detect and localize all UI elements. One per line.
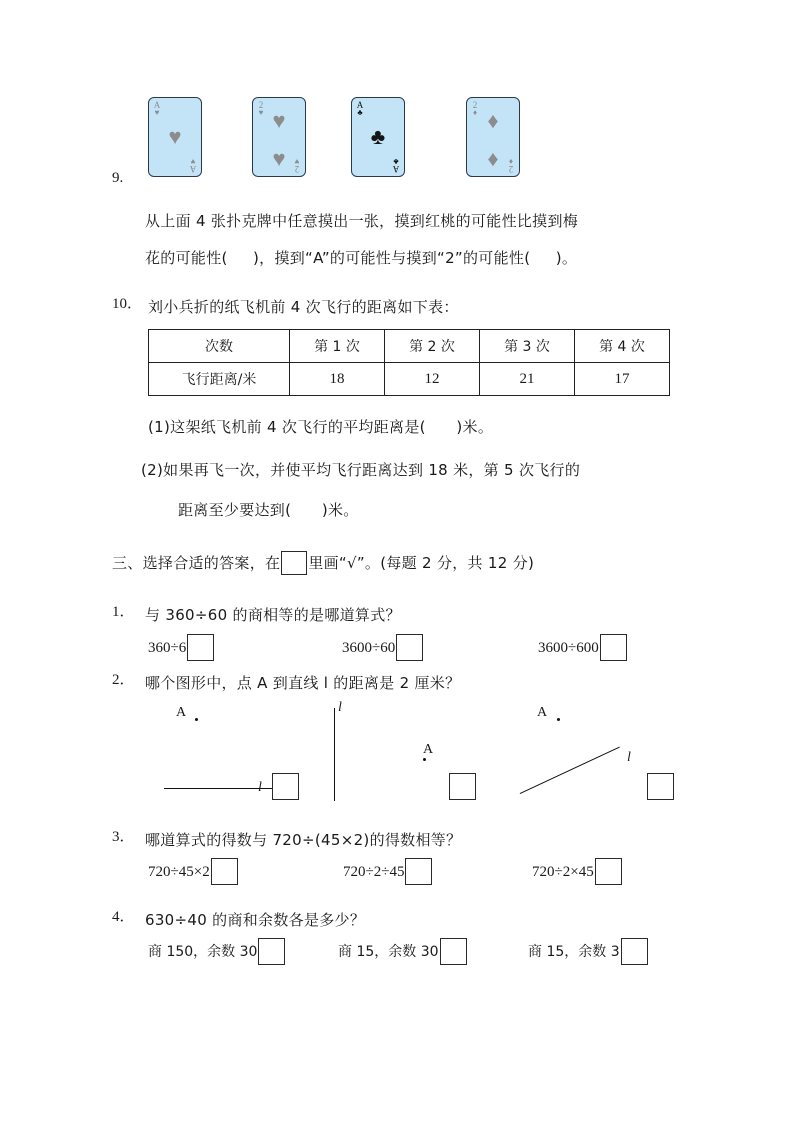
table-header-trial-3: 第 3 次 [480, 330, 575, 363]
section-3-example-box [281, 551, 307, 575]
choice-question-4-option-3-checkbox[interactable] [621, 938, 648, 965]
section-3-heading-prefix: 三、选择合适的答案，在 [112, 554, 281, 572]
playing-card-two-diamonds [466, 97, 520, 177]
figure-1-line-label: l [258, 780, 262, 795]
flight-distance-table [148, 329, 670, 396]
choice-question-3-option-2[interactable] [343, 858, 432, 885]
choice-question-3-option-3-checkbox[interactable] [595, 858, 622, 885]
club-icon: ♣ [370, 124, 386, 149]
figure-3-point-dot [557, 718, 560, 721]
figure-2-point-label: A [423, 742, 434, 757]
question-10-stem: 刘小兵折的纸飞机前 4 次飞行的距离如下表： [148, 298, 459, 316]
card-corner-bottom-right [188, 157, 198, 173]
figure-1-point-label: A [176, 705, 187, 720]
figure-1-line [164, 788, 286, 789]
card-rank: A [189, 164, 197, 174]
heart-icon: ♥ [294, 157, 300, 166]
choice-question-3-option-1-label: 720÷45×2 [148, 864, 210, 880]
choice-question-4-option-2-label: 商 15，余数 30 [338, 944, 439, 960]
table-header-trial-2: 第 2 次 [385, 330, 480, 363]
choice-question-4-option-2[interactable] [338, 938, 467, 965]
figure-2-line [334, 708, 335, 801]
choice-question-2-figure-2[interactable] [330, 700, 520, 810]
table-cell-distance-3: 21 [480, 363, 575, 396]
choice-question-1-option-2-checkbox[interactable] [396, 634, 423, 661]
playing-card-ace-hearts [148, 97, 202, 177]
choice-question-2-figure-1[interactable] [150, 700, 330, 810]
table-cell-distance-2: 12 [385, 363, 480, 396]
figure-2-point-dot [423, 758, 426, 761]
heart-icon: ♥ [154, 108, 160, 117]
choice-question-2-option-1-checkbox[interactable] [272, 773, 299, 800]
choice-question-3-option-2-label: 720÷2÷45 [343, 864, 405, 880]
choice-question-4-option-2-checkbox[interactable] [440, 938, 467, 965]
diamond-icon: ♦ [487, 146, 499, 171]
section-3-heading [112, 548, 534, 578]
choice-question-1-option-1[interactable] [148, 634, 214, 661]
table-cell-distance-1: 18 [290, 363, 385, 396]
choice-question-4-stem: 630÷40 的商和余数各是多少？ [145, 911, 366, 929]
figure-3-line [520, 747, 620, 795]
table-row [149, 363, 670, 396]
card-rank: A [153, 100, 161, 110]
choice-question-2-figure-3[interactable] [510, 700, 690, 810]
choice-question-3-option-1-checkbox[interactable] [211, 858, 238, 885]
heart-icon: ♥ [168, 124, 182, 149]
card-rank: A [392, 164, 400, 174]
choice-question-3-option-1[interactable] [148, 858, 238, 885]
choice-question-2-number: 2． [112, 672, 135, 688]
choice-question-4-option-3-label: 商 15，余数 3 [528, 944, 620, 960]
club-icon: ♣ [393, 157, 399, 166]
card-rank: 2 [508, 164, 514, 174]
club-icon: ♣ [357, 108, 363, 117]
question-10-number: 10． [112, 296, 143, 312]
card-rank: A [356, 100, 364, 110]
card-corner-bottom-right [506, 157, 516, 173]
card-corner-top-left [152, 101, 162, 117]
card-rank: 2 [258, 100, 264, 110]
table-header-trial-4: 第 4 次 [575, 330, 670, 363]
choice-question-1-option-3[interactable] [538, 634, 627, 661]
playing-cards-row [148, 97, 688, 179]
choice-question-1-option-1-checkbox[interactable] [187, 634, 214, 661]
question-10-sub-2-line-2[interactable]: 距离至少要达到( )米。 [178, 501, 359, 519]
choice-question-4-number: 4． [112, 909, 135, 925]
question-10-sub-1[interactable]: (1)这架纸飞机前 4 次飞行的平均距离是( )米。 [148, 418, 494, 436]
choice-question-1-option-3-label: 3600÷600 [538, 640, 599, 656]
figure-2-line-label: l [338, 700, 342, 715]
card-rank: 2 [294, 164, 300, 174]
section-3-heading-suffix: 里画“√”。(每题 2 分，共 12 分) [308, 554, 535, 572]
choice-question-3-number: 3． [112, 829, 135, 845]
diamond-icon: ♦ [472, 108, 478, 117]
choice-question-1-option-2[interactable] [342, 634, 423, 661]
table-header-trial-1: 第 1 次 [290, 330, 385, 363]
figure-3-line-label: l [627, 750, 631, 765]
choice-question-3-option-3-label: 720÷2×45 [532, 864, 594, 880]
choice-question-1-option-1-label: 360÷6 [148, 640, 187, 656]
figure-1-point-dot [195, 718, 198, 721]
heart-icon: ♥ [272, 108, 286, 133]
choice-question-2-option-3-checkbox[interactable] [647, 773, 674, 800]
card-corner-bottom-right [391, 157, 401, 173]
choice-question-4-option-1[interactable] [148, 938, 285, 965]
choice-question-4-option-1-checkbox[interactable] [258, 938, 285, 965]
table-cell-distance-4: 17 [575, 363, 670, 396]
question-9-line-1: 从上面 4 张扑克牌中任意摸出一张，摸到红桃的可能性比摸到梅 [145, 212, 579, 230]
heart-icon: ♥ [272, 146, 286, 171]
choice-question-3-option-3[interactable] [532, 858, 622, 885]
table-header-distance: 飞行距离/米 [149, 363, 290, 396]
choice-question-3-option-2-checkbox[interactable] [405, 858, 432, 885]
table-row [149, 330, 670, 363]
choice-question-1-number: 1． [112, 604, 135, 620]
question-9-line-2-part-a: 花的可能性( [145, 249, 228, 267]
choice-question-3-stem: 哪道算式的得数与 720÷(45×2)的得数相等？ [145, 831, 462, 849]
choice-question-2-stem: 哪个图形中，点 A 到直线 l 的距离是 2 厘米？ [145, 674, 461, 692]
choice-question-1-option-3-checkbox[interactable] [600, 634, 627, 661]
diamond-icon: ♦ [508, 157, 514, 166]
choice-question-2-option-2-checkbox[interactable] [449, 773, 476, 800]
question-9-blank-2[interactable] [530, 249, 555, 267]
question-9-line-2-part-c: )。 [555, 249, 578, 267]
question-9-number: 9. [112, 170, 124, 186]
diamond-icon: ♦ [487, 108, 499, 133]
choice-question-1-option-2-label: 3600÷60 [342, 640, 396, 656]
choice-question-4-option-3[interactable] [528, 938, 648, 965]
playing-card-two-hearts [252, 97, 306, 177]
table-header-times: 次数 [149, 330, 290, 363]
choice-question-1-stem: 与 360÷60 的商相等的是哪道算式？ [145, 606, 401, 624]
question-9-blank-1[interactable] [228, 249, 253, 267]
card-corner-bottom-right [292, 157, 302, 173]
question-9-line-2 [145, 243, 577, 273]
heart-icon: ♥ [190, 157, 196, 166]
heart-icon: ♥ [258, 108, 264, 117]
choice-question-4-option-1-label: 商 150，余数 30 [148, 944, 258, 960]
question-10-sub-2-line-1: (2)如果再飞一次，并使平均飞行距离达到 18 米，第 5 次飞行的 [141, 461, 581, 479]
card-corner-top-left [355, 101, 365, 117]
figure-3-point-label: A [537, 705, 548, 720]
question-9-line-2-part-b: )，摸到“A”的可能性与摸到“2”的可能性( [253, 249, 531, 267]
card-rank: 2 [472, 100, 478, 110]
playing-card-ace-clubs [351, 97, 405, 177]
